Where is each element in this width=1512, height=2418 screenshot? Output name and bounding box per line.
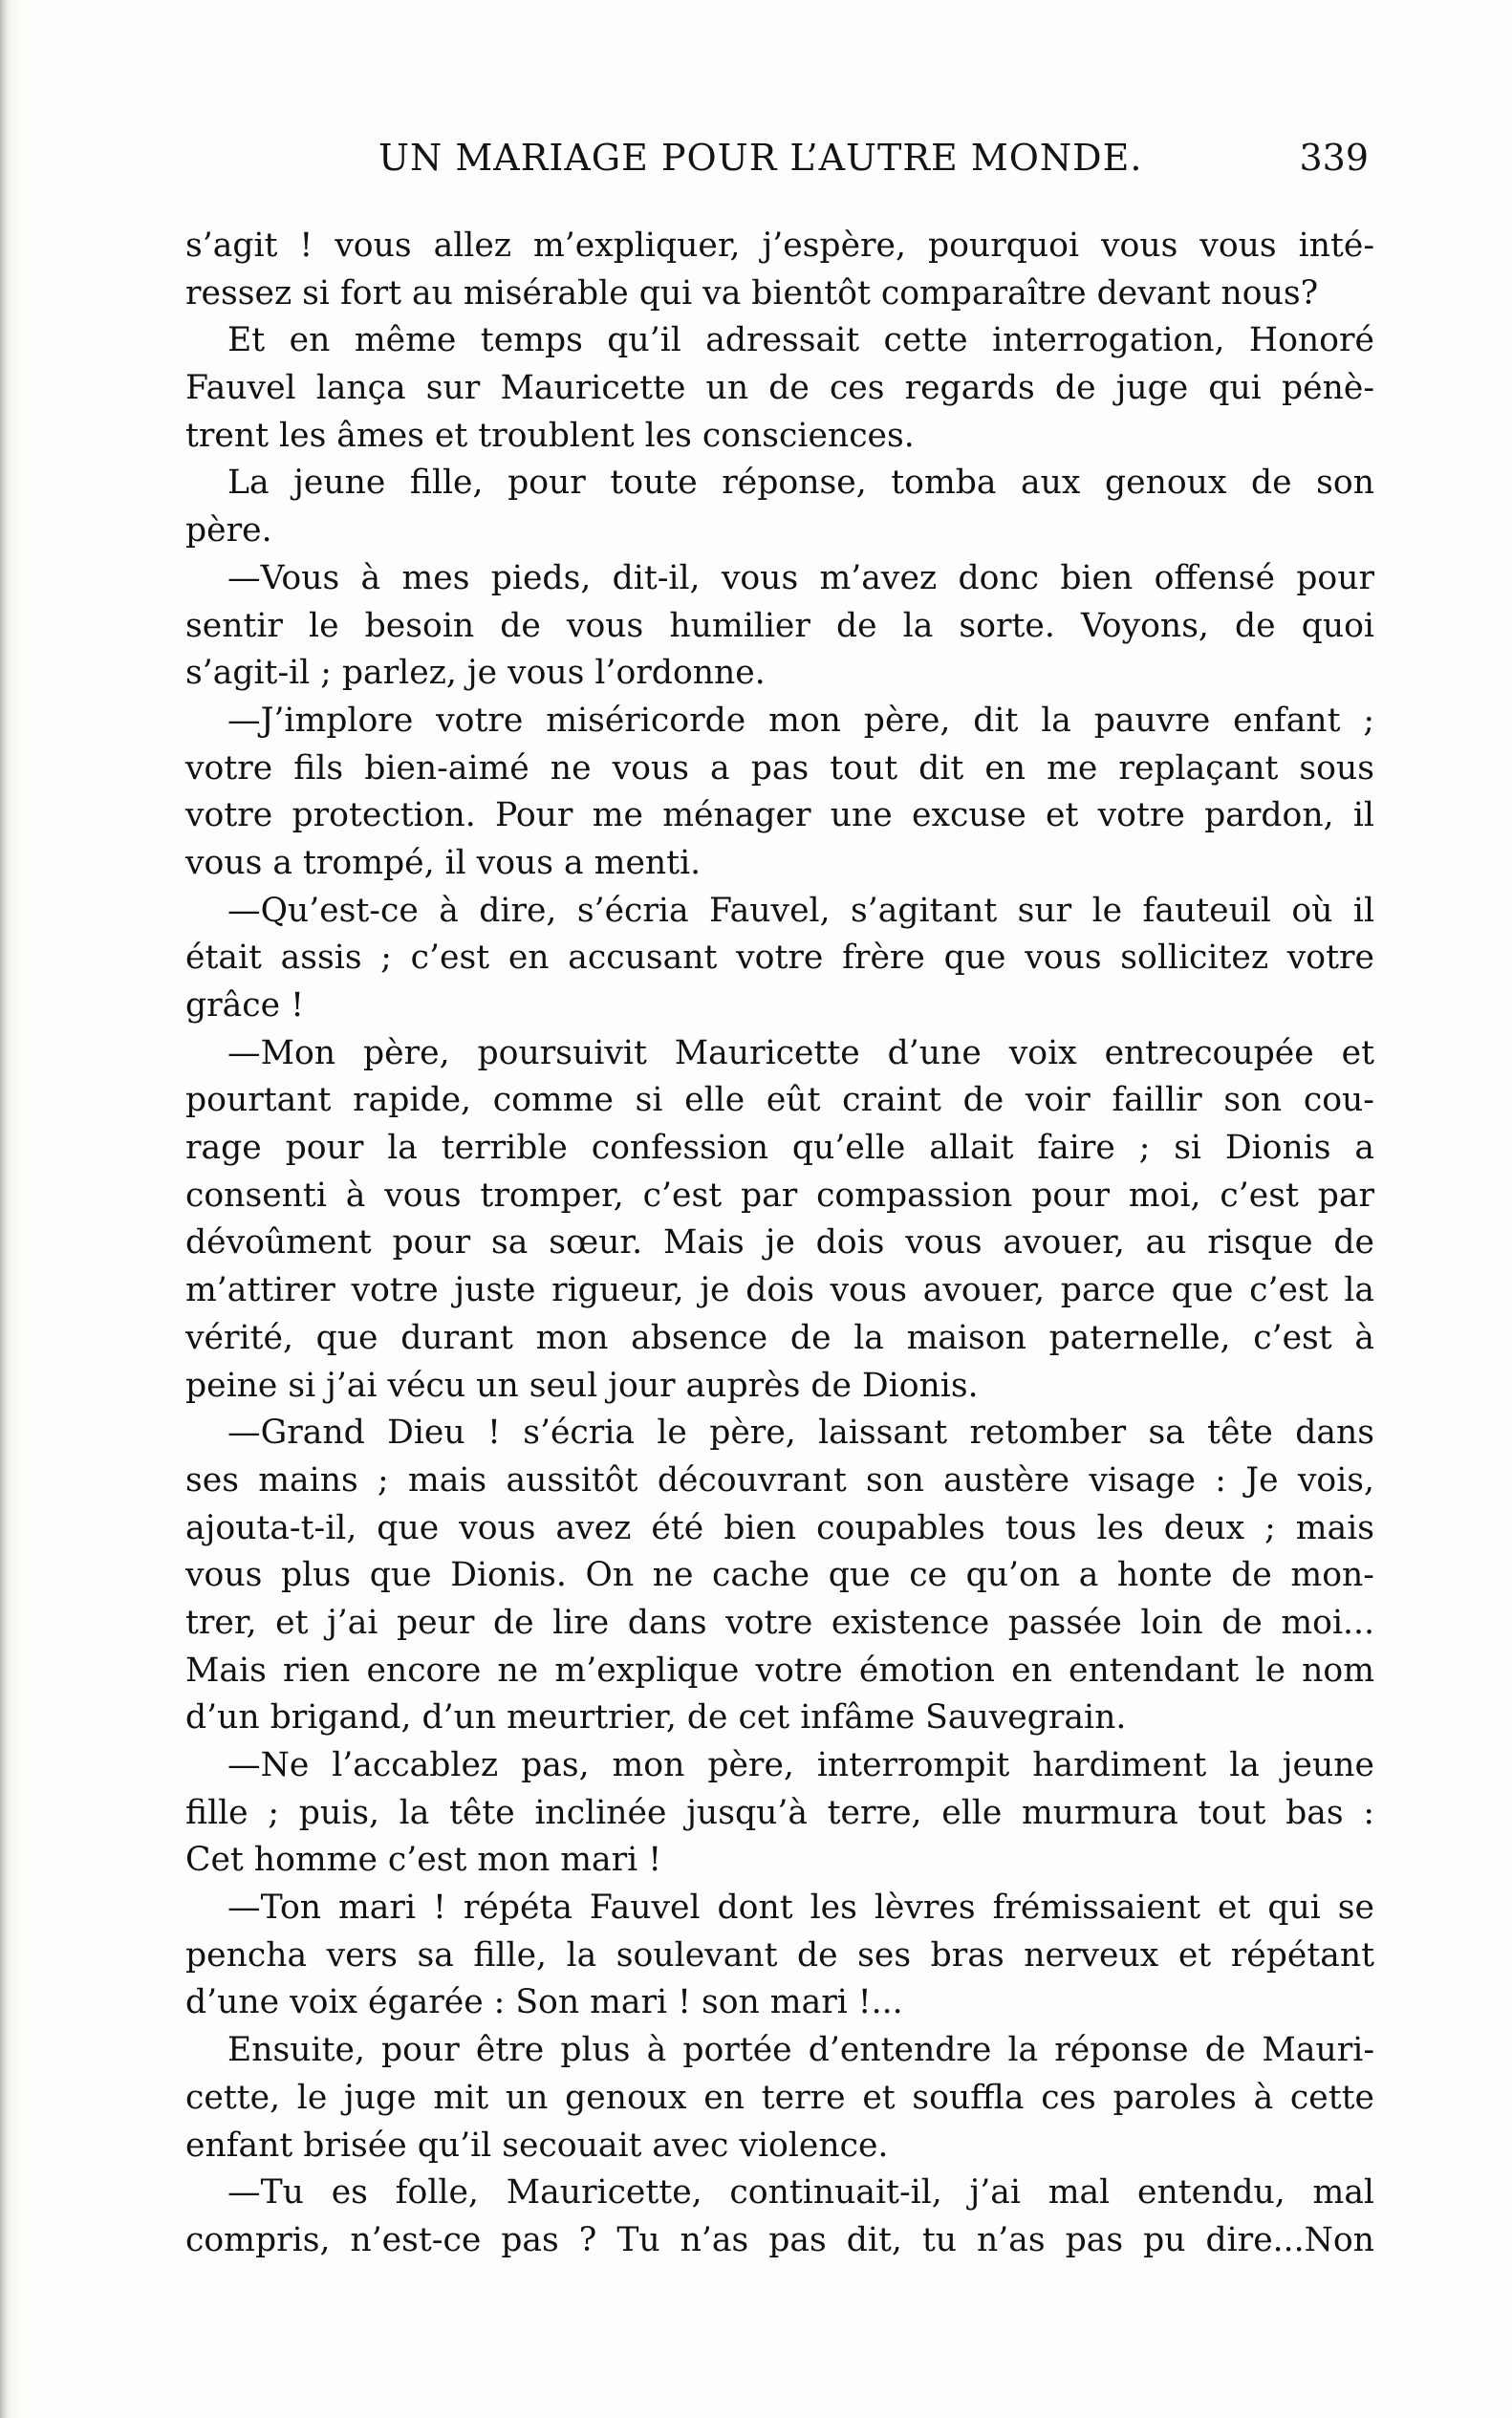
text-line: —Ton mari ! répéta Fauvel dont les lèvres frémissaient et qui se: [227, 1889, 1374, 1928]
text-line: —Vous à mes pieds, dit-il, vous m’avez donc bien offensé pour: [227, 558, 1374, 597]
text-line: d’un brigand, d’un meurtrier, de cet infâme Sauvegrain.: [185, 1698, 1127, 1738]
text-line: Fauvel lança sur Mauricette un de ces regards de juge qui pénè-: [185, 369, 1374, 408]
text-line: enfant brisée qu’il secouait avec violence.: [185, 2126, 889, 2165]
text-line: Mais rien encore ne m’explique votre émotion en entendant le nom: [185, 1651, 1374, 1690]
text-line: —Qu’est-ce à dire, s’écria Fauvel, s’agitant sur le fauteuil où il: [227, 891, 1374, 930]
text-line: pourtant rapide, comme si elle eût craint de voir faillir son cou-: [185, 1081, 1374, 1120]
text-line: rage pour la terrible confession qu’elle allait faire ; si Dionis a: [185, 1129, 1374, 1168]
text-line: fille ; puis, la tête inclinée jusqu’à terre, elle murmura tout bas :: [185, 1793, 1374, 1832]
text-line: dévoûment pour sa sœur. Mais je dois vous avouer, au risque de: [185, 1223, 1374, 1263]
text-line: Et en même temps qu’il adressait cette interrogation, Honoré: [227, 321, 1374, 360]
body-text: [185, 223, 1374, 2311]
text-line: —J’implore votre miséricorde mon père, dit la pauvre enfant ;: [227, 701, 1374, 740]
text-line: Cet homme c’est mon mari !: [185, 1841, 662, 1880]
page-gutter-shadow: [0, 0, 21, 2418]
text-line: vérité, que durant mon absence de la maison paternelle, c’est à: [185, 1318, 1374, 1357]
text-line: vous a trompé, il vous a menti.: [185, 843, 702, 882]
text-line: vous plus que Dionis. On ne cache que ce qu’on a honte de mon-: [185, 1556, 1374, 1595]
text-line: cette, le juge mit un genoux en terre et souffla ces paroles à cette: [185, 2078, 1374, 2117]
text-line: père.: [185, 511, 272, 551]
text-line: ses mains ; mais aussitôt découvrant son austère visage : Je vois,: [185, 1460, 1374, 1500]
text-line: sentir le besoin de vous humilier de la sorte. Voyons, de quoi: [185, 606, 1374, 645]
text-line: votre protection. Pour me ménager une excuse et votre pardon, il: [185, 796, 1374, 835]
text-line: —Mon père, poursuivit Mauricette d’une voix entrecoupée et: [227, 1033, 1374, 1072]
text-line: consenti à vous tromper, c’est par compassion pour moi, c’est par: [185, 1176, 1374, 1215]
text-line: grâce !: [185, 986, 304, 1025]
text-line: —Grand Dieu ! s’écria le père, laissant retomber sa tête dans: [227, 1414, 1374, 1453]
text-line: s’agit ! vous allez m’expliquer, j’espère, pourquoi vous vous inté-: [185, 227, 1374, 265]
text-line: ajouta-t-il, que vous avez été bien coupables tous les deux ; mais: [185, 1508, 1374, 1547]
text-line: m’attirer votre juste rigueur, je dois vous avouer, parce que c’est la: [185, 1271, 1374, 1310]
text-line: pencha vers sa fille, la soulevant de ses bras nerveux et répétant: [185, 1935, 1374, 1975]
text-line: s’agit-il ; parlez, je vous l’ordonne.: [185, 654, 766, 693]
text-line: trent les âmes et troublent les consciences.: [185, 416, 915, 455]
text-line: trer, et j’ai peur de lire dans votre existence passée loin de moi...: [185, 1603, 1374, 1642]
text-line: —Tu es folle, Mauricette, continuait-il, j’ai mal entendu, mal: [227, 2173, 1374, 2213]
page-number: 339: [1299, 137, 1369, 179]
text-line: ressez si fort au misérable qui va bientôt comparaître devant nous?: [185, 273, 1319, 313]
text-line: La jeune fille, pour toute réponse, tomba aux genoux de son: [227, 464, 1374, 503]
text-line: Ensuite, pour être plus à portée d’entendre la réponse de Mauri-: [227, 2031, 1374, 2070]
text-line: votre fils bien-aimé ne vous a pas tout dit en me replaçant sous: [185, 748, 1374, 788]
text-line: était assis ; c’est en accusant votre frère que vous sollicitez votre: [185, 939, 1374, 978]
text-line: peine si j’ai vécu un seul jour auprès de Dionis.: [185, 1366, 979, 1405]
text-line: compris, n’est-ce pas ? Tu n’as pas dit, tu n’as pas pu dire...Non: [185, 2220, 1374, 2259]
text-line: —Ne l’accablez pas, mon père, interrompit hardiment la jeune: [227, 1746, 1374, 1784]
text-line: d’une voix égarée : Son mari ! son mari !...: [185, 1983, 903, 2022]
running-title: UN MARIAGE POUR L’AUTRE MONDE.: [378, 137, 1143, 179]
page-header: [378, 137, 1369, 194]
